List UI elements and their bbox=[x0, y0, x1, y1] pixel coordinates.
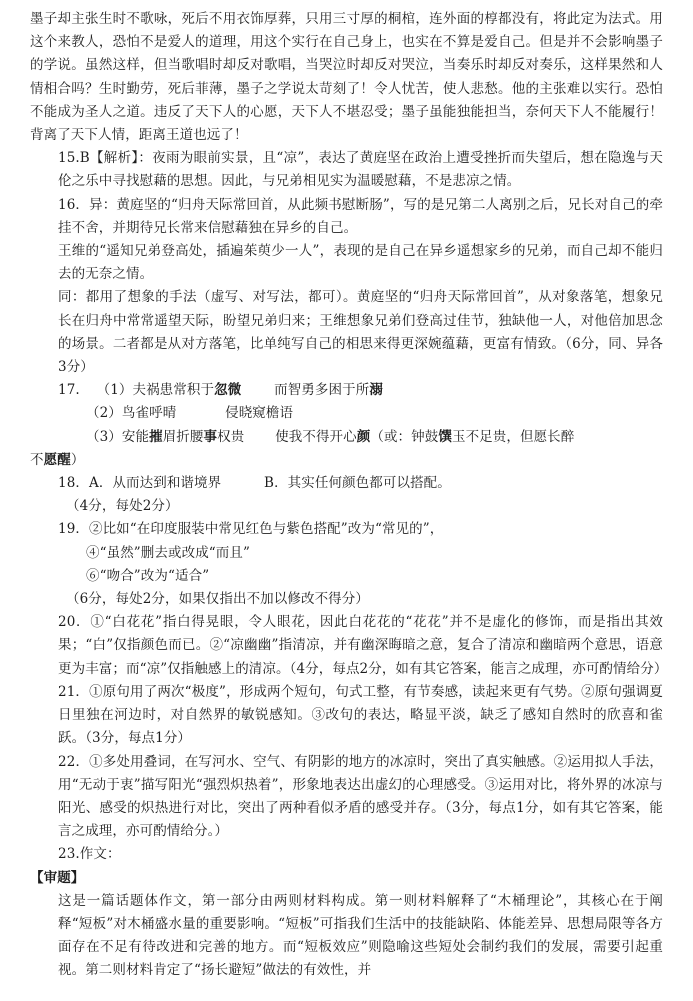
keyword-ni: 溺 bbox=[369, 382, 383, 399]
keyword-yuanxing: 愿醒 bbox=[43, 451, 71, 468]
answer-19-line-3: ⑥“吻合”改为“适合” bbox=[86, 567, 210, 584]
keyword-cui: 摧 bbox=[149, 428, 163, 445]
answer-21: 21．①原句用了两次“极度”，形成两个短句，句式工整，有节奏感，读起来更有气势。②原句强调夏日里独在河边时，对自然界的敏锐感知。③改句的表达，略显平淡，缺乏了感知自然时的欣喜和雀跃。（3分，每点1分） bbox=[58, 683, 663, 747]
answer-16-similarity: 同：都用了想象的手法（虚写、对写法，都可）。黄庭坚的“归舟天际常回首”，从对象落笔，想象兄长在归舟中常常遥望天际，盼望兄弟归来；王维想象兄弟们登高过佳节，独缺他一人，对他倍加思念的场景。二者都是从对方落笔，比单纯写自己的相思来得更深婉蕴藉，更富有情致。（6分，同、异各3分） bbox=[58, 289, 663, 376]
keyword-huwei: 忽微 bbox=[214, 382, 242, 399]
answer-22: 22．①多处用叠词，在写河水、空气、有阴影的地方的冰凉时，突出了真实触感。②运用拟人手法，用“无动于衷”描写阳光“强烈炽热着”，形象地表达出虚幻的心理感受。③运用对比，将外界的冰凉与阳光、感受的炽热进行对比，突出了两种看似矛盾的感受并存。（3分，每点1分，如有其它答案，能言之成理，亦可酌情给分。） bbox=[58, 753, 663, 840]
essay-analysis-paragraph: 这是一篇话题体作文，第一部分由两则材料构成。第一则材料解释了“木桶理论”，其核心在于阐释“短板”对木桶盛水量的重要影响。“短板”可指我们生活中的技能缺陷、体能差异、思想局限等各方面存在不足有待改进和完善的地方。而“短板效应”则隐喻这些短处会制约我们的发展，需要引起重视。第二则材料肯定了“扬长避短”做法的有效性，并 bbox=[58, 892, 663, 979]
answer-17-line-1: 17. （1）夫祸患常积于忽微 而智勇多困于所溺 bbox=[58, 382, 383, 399]
keyword-zhuan: 馔 bbox=[438, 428, 452, 445]
answer-16-wangwei: 王维的“遥知兄弟登高处，插遍茱萸少一人”，表现的是自己在异乡遥想家乡的兄弟，而自己却不能归去的无奈之情。 bbox=[58, 243, 663, 283]
answer-20: 20．①“白花花”指白得晃眼，令人眼花，因此白花花的“花花”并不是虚化的修饰，而是指出其效果；“白”仅指颜色而已。②“凉幽幽”指清凉，并有幽深晦暗之意，复合了清凉和幽暗两个意思，语意更为丰富；而“凉”仅指触感上的清凉。（4分，每点2分，如有其它答案，能言之成理，亦可酌情给分） bbox=[58, 614, 668, 677]
answer-17-line-4: 不愿醒） bbox=[30, 451, 85, 468]
answer-19-line-1: 19．②比如“在印度服装中常见红色与紫色搭配”改为“常见的”， bbox=[58, 521, 444, 538]
mozi-translation-paragraph: 墨子却主张生时不歌咏，死后不用衣饰厚葬，只用三寸厚的桐棺，连外面的椁都没有，将此定为法式。用这个来教人，恐怕不是爱人的道理，用这个实行在自己身上，也实在不算是爱自己。但是并不会影响墨子的学说。虽然这样，但当歌唱时却反对歌唱，当哭泣时却反对哭泣，当奏乐时却反对奏乐，这样果然和人情相合吗？生时勤劳，死后菲薄，墨子之学说太苛刻了！令人忧苦，使人悲愁。他的主张难以实行。恐怕不能成为圣人之道。违反了天下人的心愿，天下人不堪忍受；墨子虽能独能担当，奈何天下人不能履行！背离了天下人情，距离王道也远了！ bbox=[30, 11, 663, 144]
answer-19-score: （6分，每处2分，如果仅指出不加以修改不得分） bbox=[66, 591, 369, 608]
answer-17-line-2: （2）鸟雀呼晴 侵晓窥檐语 bbox=[86, 405, 294, 422]
answer-18-score: （4分，每处2分） bbox=[66, 498, 179, 515]
answer-17-number: 17. bbox=[58, 382, 80, 399]
section-heading-shenti: 【审题】 bbox=[30, 869, 85, 886]
answer-16-difference: 16．异：黄庭坚的“归舟天际常回首，从此频书慰断肠”，写的是兄第二人离别之后，兄长对自己的牵挂不舍，并期待兄长常来信慰藉独在异乡的自己。 bbox=[58, 196, 663, 236]
keyword-shi: 事 bbox=[203, 428, 218, 445]
answer-18: 18．A．从而达到和谐境界 B．其实任何颜色都可以搭配。 bbox=[58, 475, 451, 492]
answer-23-heading: 23.作文： bbox=[58, 846, 121, 863]
keyword-yan: 颜 bbox=[356, 428, 371, 445]
answer-17-line-3: （3）安能摧眉折腰事权贵 使我不得开心颜（或：钟鼓馔玉不足贵，但愿长醉 bbox=[86, 428, 575, 445]
answer-15: 15.B【解析】：夜雨为眼前实景，且“凉”，表达了黄庭坚在政治上遭受挫折而失望后，想在隐逸与天伦之乐中寻找慰藉的思想。因此，与兄弟相见实为温暖慰藉，不是悲凉之情。 bbox=[58, 150, 663, 190]
answer-19-line-2: ④“虽然”删去或改成“而且” bbox=[86, 544, 251, 561]
